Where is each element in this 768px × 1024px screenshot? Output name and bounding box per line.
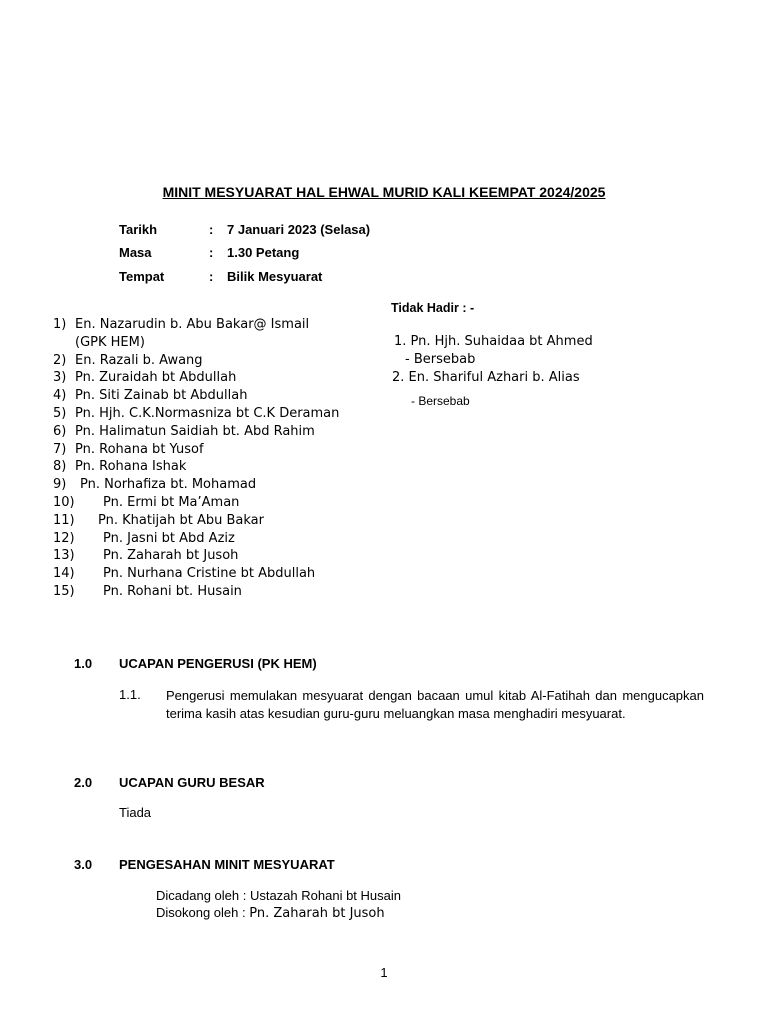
meta-label: Masa [119,245,152,260]
list-item [53,316,339,334]
list-item [53,494,339,512]
list-name: (GPK HEM) [75,334,145,350]
list-item [53,530,339,548]
list-item [53,458,339,476]
meta-masa [119,245,299,260]
absent-item-name: 2. En. Shariful Azhari b. Alias [392,370,580,385]
disokong-line [156,905,385,921]
list-name: Pn. Rohana bt Yusof [75,441,204,457]
meta-tempat [119,269,322,284]
meta-value: Bilik Mesyuarat [227,269,323,284]
list-name: Pn. Norhafiza bt. Mohamad [80,477,257,493]
dicadang-line [156,888,401,903]
meta-value: 7 Januari 2023 (Selasa) [227,222,371,237]
list-name: Pn. Zuraidah bt Abdullah [75,370,237,386]
list-name: Pn. Rohana Ishak [75,459,187,475]
list-item [53,441,339,459]
list-item [53,405,339,423]
meta-colon: : [209,245,214,260]
section-heading [74,656,317,671]
list-number: 10) [53,494,75,510]
list-name: En. Nazarudin b. Abu Bakar@ Ismail [75,317,310,332]
subsection-number: 1.1. [119,687,141,702]
disokong-value: Pn. Zaharah bt Jusoh [249,906,385,921]
meta-colon: : [209,222,214,237]
list-number: 15) [53,583,75,599]
document-title: MINIT MESYUARAT HAL EHWAL MURID KALI KEEMPAT 2024/2025 [162,184,606,200]
dicadang-label: Dicadang oleh : [156,888,250,903]
section-number: 3.0 [74,857,93,872]
absent-item-name: 1. Pn. Hjh. Suhaidaa bt Ahmed [394,334,593,349]
list-item [53,334,339,352]
list-number: 5) [53,405,67,421]
list-name: Pn. Jasni bt Abd Aziz [103,530,235,546]
disokong-label: Disokong oleh : [156,905,250,920]
list-item [53,547,339,565]
list-number: 13) [53,548,75,564]
list-number: 4) [53,388,67,404]
section-title: UCAPAN GURU BESAR [119,775,265,790]
list-number: 3) [53,370,67,386]
list-number: 6) [53,423,67,439]
page-number: 1 [380,965,388,980]
meta-colon: : [209,269,214,284]
list-item [53,565,339,583]
meta-tarikh [119,222,370,237]
list-item [53,369,339,387]
list-name: Pn. Zaharah bt Jusoh [103,548,239,564]
list-number: 14) [53,566,75,582]
section-text: Tiada [119,805,152,820]
absent-item-reason: - Bersebab [405,352,476,367]
list-item [53,476,339,494]
section-heading [74,775,265,790]
list-number: 8) [53,459,67,475]
list-item [53,583,339,601]
list-name: Pn. Hjh. C.K.Normasniza bt C.K Deraman [75,405,340,421]
list-number: 1) [53,317,67,332]
list-item [53,423,339,441]
absent-item-reason: - Bersebab [411,394,470,408]
list-name: Pn. Nurhana Cristine bt Abdullah [103,566,316,582]
list-item [53,512,339,530]
section-title: UCAPAN PENGERUSI (PK HEM) [119,656,317,671]
list-number: 12) [53,530,75,546]
subsection-text: Pengerusi memulakan mesyuarat dengan bacaan umul kitab Al-Fatihah dan mengucapkan terima kasih atas kesudian guru-guru meluangkan masa menghadiri mesyuarat. [166,688,704,721]
section-title: PENGESAHAN MINIT MESYUARAT [119,857,335,872]
list-name: Pn. Siti Zainab bt Abdullah [75,388,248,404]
list-number: 2) [53,352,67,368]
section-number: 2.0 [74,775,93,790]
dicadang-value: Ustazah Rohani bt Husain [249,888,401,903]
section-number: 1.0 [74,656,93,671]
list-number: 11) [53,512,75,528]
meta-value: 1.30 Petang [227,245,300,260]
meta-label: Tempat [119,269,165,284]
list-name: En. Razali b. Awang [75,352,203,368]
meta-label: Tarikh [119,222,158,237]
list-item [53,387,339,405]
tidak-hadir-heading: Tidak Hadir : - [391,301,475,315]
list-name: Pn. Khatijah bt Abu Bakar [98,512,264,528]
list-name: Pn. Halimatun Saidiah bt. Abd Rahim [75,423,315,439]
list-name: Pn. Rohani bt. Husain [103,583,242,599]
section-heading [74,857,335,872]
list-name: Pn. Ermi bt Ma’Aman [103,494,240,510]
attendance-list [53,316,339,601]
list-number: 9) [53,477,67,493]
list-number: 7) [53,441,67,457]
list-item [53,352,339,370]
